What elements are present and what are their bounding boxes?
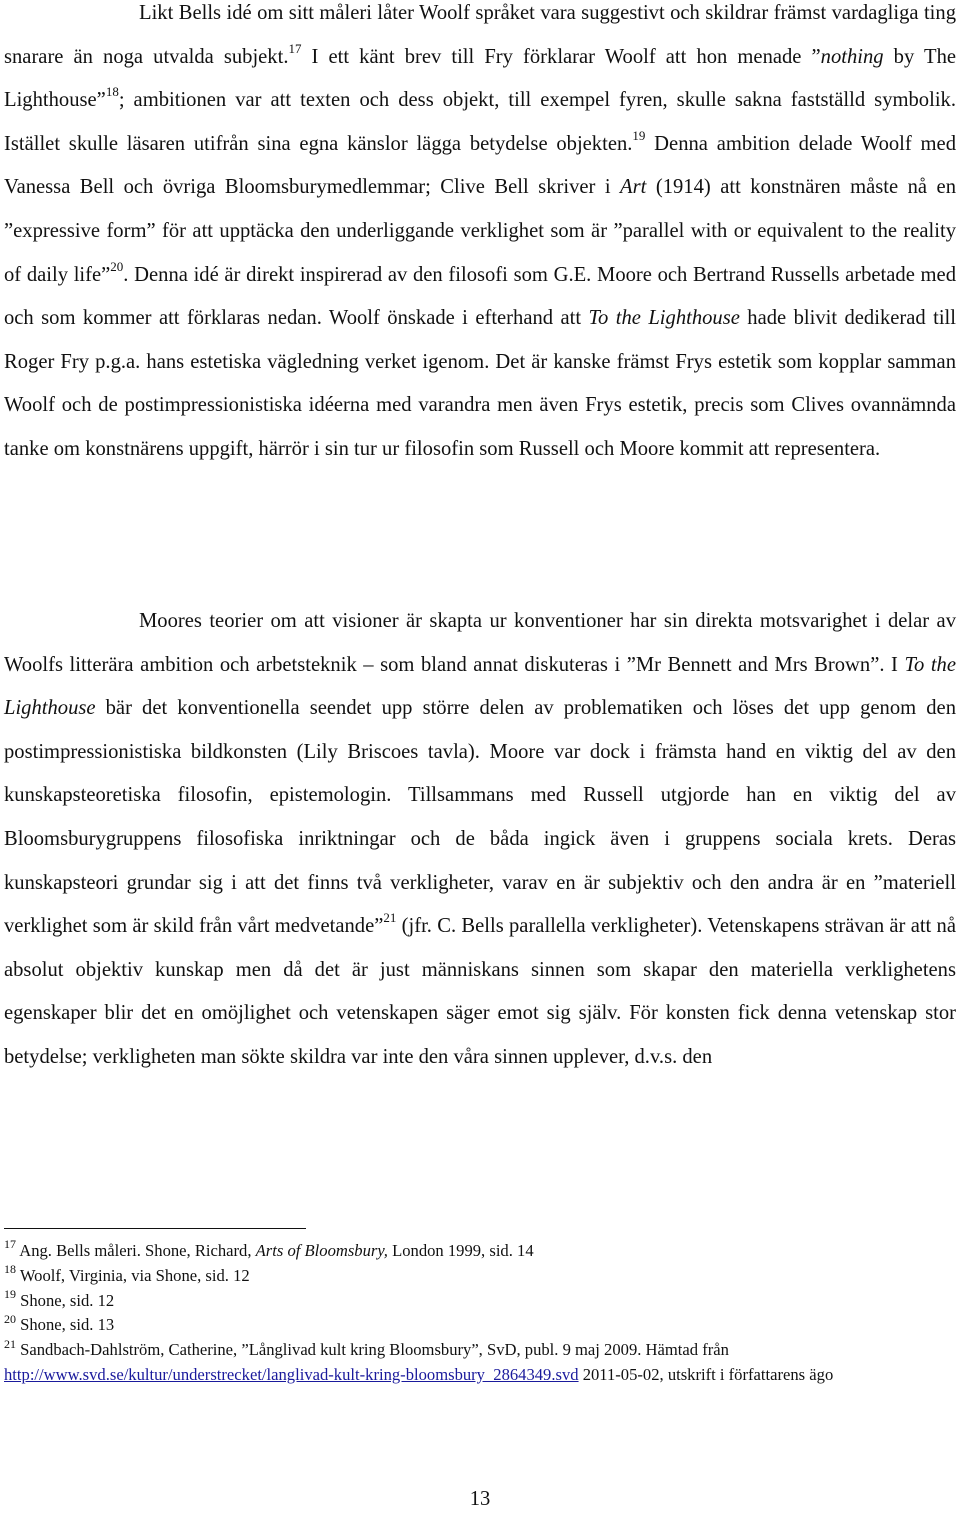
body-paragraph-2	[4, 600, 956, 1080]
body-paragraph-1	[4, 0, 956, 472]
italic-text: nothing	[820, 45, 884, 68]
text-run: Sandbach-Dahlström, Catherine, ”Långlivad kult kring Bloomsbury”, SvD, publ. 9 maj 2009. Hämtad från	[16, 1340, 729, 1360]
footnote-number: 20	[4, 1311, 16, 1326]
text-run: Shone, sid. 12	[16, 1290, 115, 1310]
text-run: by The Lighthouse”	[4, 45, 957, 112]
text-run: 2011-05-02, utskrift i författarens ägo	[578, 1364, 834, 1384]
text-run: bär det konventionella seendet upp större delen av problematiken och löses det upp genom den postimpressionistiska bildkonsten (Lily Briscoes tavla). Moore var dock i främsta hand en viktig del av den kunskapsteoretiska filosofin, epistemologin. Tillsammans med Russell utgjorde han en viktig del av Bloomsburygruppens filosofiska inriktningar och de båda ingick även i gruppens sociala krets. Deras kunskapsteori grundar sig i att det finns två verkligheter, varav en är subjektiv och den andra är en ”materiell verklighet som är skild från vårt medvetande”	[4, 697, 956, 938]
text-run: ; ambitionen var att texten och dess objekt, till exempel fyren, skulle sakna fastställd symbolik. Istället skulle läsaren utifrån sina egna känslor lägga betydelse objekten.	[4, 89, 956, 155]
italic-text: To the Lighthouse	[4, 653, 956, 720]
footnote-ref: 19	[632, 127, 646, 143]
text-run: London 1999, sid. 14	[387, 1241, 534, 1260]
text-run: Woolf, Virginia, via Shone, sid. 12	[16, 1265, 250, 1285]
footnote-20	[4, 1313, 956, 1338]
footnote-21	[4, 1338, 956, 1388]
text-run: . Denna idé är direkt inspirerad av den filosofi som G.E. Moore och Bertrand Russells arbetade med och som kommer att förklaras nedan. Woolf önskade i efterhand att	[4, 263, 956, 330]
page-number: 13	[469, 1488, 491, 1510]
footnote-number: 21	[4, 1336, 16, 1351]
text-run: Shone, sid. 13	[16, 1315, 115, 1335]
footnote-separator	[4, 1228, 306, 1229]
text-run: I ett känt brev till Fry förklarar Woolf att hon menade ”	[301, 45, 821, 68]
footnote-ref: 18	[105, 84, 119, 100]
text-run: hade blivit dedikerad till Roger Fry p.g.a. hans estetiska vägledning verket igenom. Det är kanske främst Frys estetik som kopplar samman Woolf och de postimpressionistiska idéerna med varandra men även Frys estetik, precis som Clives ovannämnda tanke om konstnärens uppgift, härrör i sin tur ur filosofin som Russell och Moore kommit att representera.	[4, 307, 956, 460]
footnote-ref: 21	[383, 910, 397, 926]
footnotes	[4, 1239, 956, 1388]
text-run: Denna ambition delade Woolf med Vanessa Bell och övriga Bloomsburymedlemmar; Clive Bell skriver i	[4, 132, 956, 199]
footnote-17	[4, 1239, 956, 1264]
footnote-number: 18	[4, 1262, 16, 1277]
source-link[interactable]: http://www.svd.se/kultur/understrecket/langlivad-kult-kring-bloomsbury_2864349.svd	[4, 1364, 579, 1384]
text-run: Ang. Bells måleri. Shone, Richard,	[16, 1241, 256, 1260]
italic-text: Arts of Bloomsbury,	[255, 1241, 388, 1260]
italic-text: To the Lighthouse	[588, 307, 740, 330]
text-run: Likt Bells idé om sitt måleri låter Woolf språket vara suggestivt och skildrar främst vardagliga ting snarare än noga utvalda subjekt.	[4, 2, 956, 68]
footnote-number: 19	[4, 1287, 16, 1302]
italic-text: Art	[620, 176, 647, 199]
text-run: (jfr. C. Bells parallella verkligheter). Vetenskapens strävan är att nå absolut objektiv kunskap men då det är just människans sinnen som skapar den materiella verklighetens egenskaper blir det en omöjlighet och vetenskapen säger emot sig själv. För konsten fick denna vetenskap stor betydelse; verkligheten man sökte skildra var inte den våra sinnen upplever, d.v.s. den	[4, 915, 956, 1068]
footnote-18	[4, 1264, 956, 1289]
footnote-ref: 20	[110, 258, 124, 274]
text-run: Moores teorier om att visioner är skapta ur konventioner har sin direkta motsvarighet i delar av Woolfs litterära ambition och arbetsteknik – som bland annat diskuteras i ”Mr Bennett and Mrs Brown”. I	[4, 610, 956, 676]
footnote-number: 17	[4, 1237, 16, 1252]
footnote-ref: 17	[288, 40, 302, 56]
footnote-19	[4, 1289, 956, 1314]
text-run: (1914) att konstnären måste nå en ”expressive form” för att upptäcka den underliggande verklighet som är ”parallel with or equivalent to the reality of daily life”	[4, 176, 956, 286]
